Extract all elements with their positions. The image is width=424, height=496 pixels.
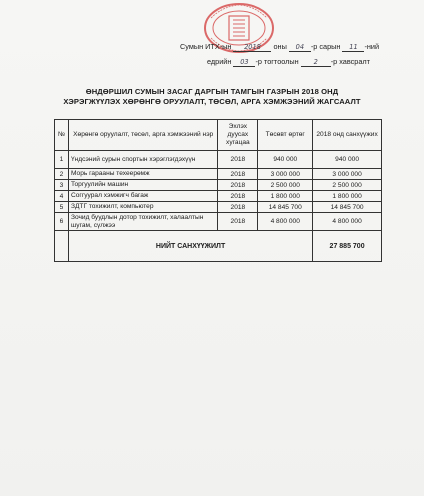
row-year: 2018	[218, 213, 258, 231]
row-no: 2	[55, 169, 69, 180]
row-funding: 3 000 000	[313, 169, 382, 180]
row-name: Үндсэний сурын спортын хэрэглэгдэхүүн	[68, 151, 217, 169]
row-cost: 3 000 000	[258, 169, 313, 180]
total-label: НИЙТ САНХҮҮЖИЛТ	[68, 231, 312, 262]
row-name: Морь гарааны техеерөмж	[68, 169, 217, 180]
header-name: Хөрөнгө оруулалт, төсөл, арга хэмжээний нэр	[68, 120, 217, 151]
row-name: ЗДТГ тохижилт, компьютер	[68, 202, 217, 213]
day-field: 11	[342, 43, 364, 52]
table-row	[55, 213, 382, 231]
month-suffix: -р сарын	[310, 42, 341, 51]
header-funding: 2018 онд санхүүжих	[313, 120, 382, 151]
row-no: 1	[55, 151, 69, 169]
row-cost: 940 000	[258, 151, 313, 169]
row-funding: 14 845 700	[313, 202, 382, 213]
appendix-label: -р хавсралт	[330, 57, 371, 66]
resolution-label: -р тогтоолын	[255, 57, 299, 66]
resolution-line-2	[207, 57, 370, 67]
header-period: Эхлэх дуусах хугацаа	[218, 120, 258, 151]
total-empty-cell	[55, 231, 69, 262]
row-funding: 940 000	[313, 151, 382, 169]
row-no: 3	[55, 180, 69, 191]
month-field: 04	[289, 43, 311, 52]
day-label: едрийн	[207, 57, 232, 66]
row-year: 2018	[218, 191, 258, 202]
header-no: №	[55, 120, 69, 151]
row-year: 2018	[218, 151, 258, 169]
header-cost: Төсөвт өртөг	[258, 120, 313, 151]
row-no: 6	[55, 213, 69, 231]
row-year: 2018	[218, 169, 258, 180]
row-no: 4	[55, 191, 69, 202]
row-name: Торгуулийн машин	[68, 180, 217, 191]
row-year: 2018	[218, 202, 258, 213]
table-row	[55, 191, 382, 202]
row-cost: 2 500 000	[258, 180, 313, 191]
total-row	[55, 231, 382, 262]
council-label: Сумын ИТХ-ын	[180, 42, 232, 51]
year-field: 2018	[233, 43, 271, 52]
total-value: 27 885 700	[313, 231, 382, 262]
table-row	[55, 202, 382, 213]
table-row	[55, 151, 382, 169]
row-cost: 4 800 000	[258, 213, 313, 231]
row-funding: 4 800 000	[313, 213, 382, 231]
row-funding: 2 500 000	[313, 180, 382, 191]
row-name: Зочид буудлын дотор тохижилт, халаалтын шугам, сүлжээ	[68, 213, 217, 231]
row-year: 2018	[218, 180, 258, 191]
session-field: 03	[233, 58, 255, 67]
row-cost: 1 800 000	[258, 191, 313, 202]
row-name: Соггуурал хэмжигч багаж	[68, 191, 217, 202]
year-suffix: оны	[273, 42, 287, 51]
table-row	[55, 180, 382, 191]
row-no: 5	[55, 202, 69, 213]
day-suffix: -ний	[364, 42, 380, 51]
row-cost: 14 845 700	[258, 202, 313, 213]
title-line-1: ӨНДӨРШИЛ СУМЫН ЗАСАГ ДАРГЫН ТАМГЫН ГАЗРЫН 2018 ОНД	[85, 87, 339, 96]
row-funding: 1 800 000	[313, 191, 382, 202]
investment-table	[54, 119, 382, 262]
table-row	[55, 169, 382, 180]
title-line-2: ХЭРЭГЖҮҮЛЭХ ХӨРӨНГӨ ОРУУЛАЛТ, ТӨСӨЛ, АРГА ХЭМЖЭЭНИЙ ЖАГСААЛТ	[63, 97, 361, 106]
resolution-line-1	[180, 42, 379, 52]
appendix-field: 2	[301, 58, 331, 67]
